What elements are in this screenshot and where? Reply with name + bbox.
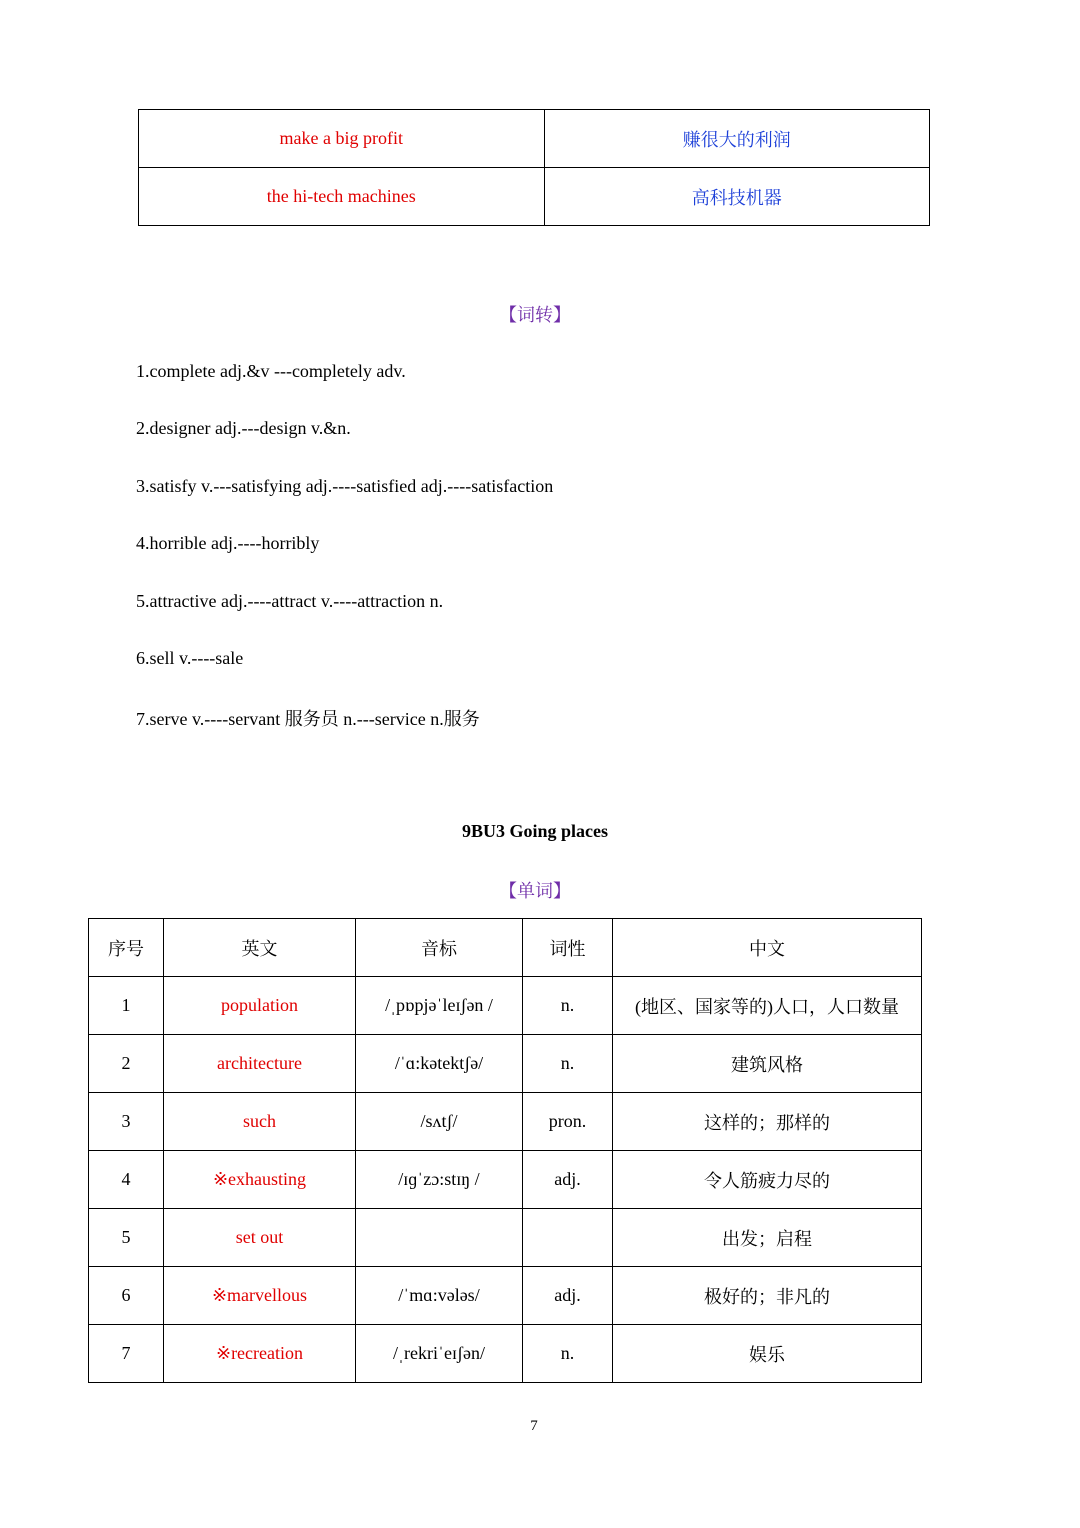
word-forms-heading: 【词转】 (499, 305, 571, 325)
word-form-item: 7.serve v.----servant 服务员 n.---service n.服务 (136, 709, 480, 729)
vocab-phonetic: /ˌrekriˈeɪʃən/ (356, 1325, 523, 1383)
header-number: 序号 (89, 919, 164, 977)
vocab-number: 6 (89, 1267, 164, 1325)
vocab-number: 4 (89, 1151, 164, 1209)
word-form-item: 2.designer adj.---design v.&n. (136, 418, 351, 438)
table-row (89, 1151, 922, 1209)
word-form-item: 1.complete adj.&v ---completely adv. (136, 361, 406, 381)
table-row (89, 1035, 922, 1093)
vocab-number: 5 (89, 1209, 164, 1267)
vocab-chinese: (地区、国家等的)人口，人口数量 (613, 977, 922, 1035)
vocab-pos: adj. (523, 1151, 613, 1209)
vocab-english: ※exhausting (164, 1151, 356, 1209)
table-row (89, 1267, 922, 1325)
vocab-pos: adj. (523, 1267, 613, 1325)
word-form-item: 3.satisfy v.---satisfying adj.----satisfied adj.----satisfaction (136, 476, 554, 496)
unit-title: 9BU3 Going places (461, 821, 608, 841)
vocab-chinese: 娱乐 (613, 1325, 922, 1383)
phrase-english: make a big profit (139, 110, 545, 168)
table-row (89, 1093, 922, 1151)
phrase-chinese: 赚很大的利润 (544, 110, 929, 168)
vocab-pos: n. (523, 1035, 613, 1093)
vocab-number: 2 (89, 1035, 164, 1093)
vocab-chinese: 极好的；非凡的 (613, 1267, 922, 1325)
vocab-phonetic: /ɪɡˈzɔ:stɪŋ / (356, 1151, 523, 1209)
vocab-english: population (164, 977, 356, 1035)
vocab-english: set out (164, 1209, 356, 1267)
table-header-row (89, 919, 922, 977)
table-row (89, 977, 922, 1035)
table-row (89, 1325, 922, 1383)
vocab-number: 7 (89, 1325, 164, 1383)
vocab-chinese: 建筑风格 (613, 1035, 922, 1093)
table-row (89, 1209, 922, 1267)
vocab-english: architecture (164, 1035, 356, 1093)
vocab-phonetic: /ˈmɑ:vələs/ (356, 1267, 523, 1325)
vocab-phonetic: /sʌtʃ/ (356, 1093, 523, 1151)
vocab-heading: 【单词】 (499, 881, 571, 901)
vocab-pos: n. (523, 977, 613, 1035)
vocab-phonetic (356, 1209, 523, 1267)
vocab-chinese: 出发；启程 (613, 1209, 922, 1267)
word-form-item: 5.attractive adj.----attract v.----attraction n. (136, 591, 444, 611)
vocab-number: 1 (89, 977, 164, 1035)
vocab-number: 3 (89, 1093, 164, 1151)
vocab-english: ※marvellous (164, 1267, 356, 1325)
phrase-english: the hi-tech machines (139, 168, 545, 226)
vocab-table (88, 918, 922, 1383)
header-part-of-speech: 词性 (523, 919, 613, 977)
vocab-chinese: 令人筋疲力尽的 (613, 1151, 922, 1209)
word-form-item: 4.horrible adj.----horribly (136, 533, 320, 553)
vocab-pos: n. (523, 1325, 613, 1383)
vocab-pos (523, 1209, 613, 1267)
vocab-english: such (164, 1093, 356, 1151)
vocab-pos: pron. (523, 1093, 613, 1151)
page-number: 7 (530, 1418, 538, 1434)
header-english: 英文 (164, 919, 356, 977)
phrase-table (138, 109, 930, 226)
vocab-phonetic: /ˌpɒpjəˈleɪʃən / (356, 977, 523, 1035)
vocab-chinese: 这样的；那样的 (613, 1093, 922, 1151)
header-chinese: 中文 (613, 919, 922, 977)
word-form-item: 6.sell v.----sale (136, 648, 244, 668)
phrase-chinese: 高科技机器 (544, 168, 929, 226)
header-phonetic: 音标 (356, 919, 523, 977)
vocab-english: ※recreation (164, 1325, 356, 1383)
vocab-phonetic: /ˈɑ:kətektʃə/ (356, 1035, 523, 1093)
table-row (139, 168, 930, 226)
table-row (139, 110, 930, 168)
